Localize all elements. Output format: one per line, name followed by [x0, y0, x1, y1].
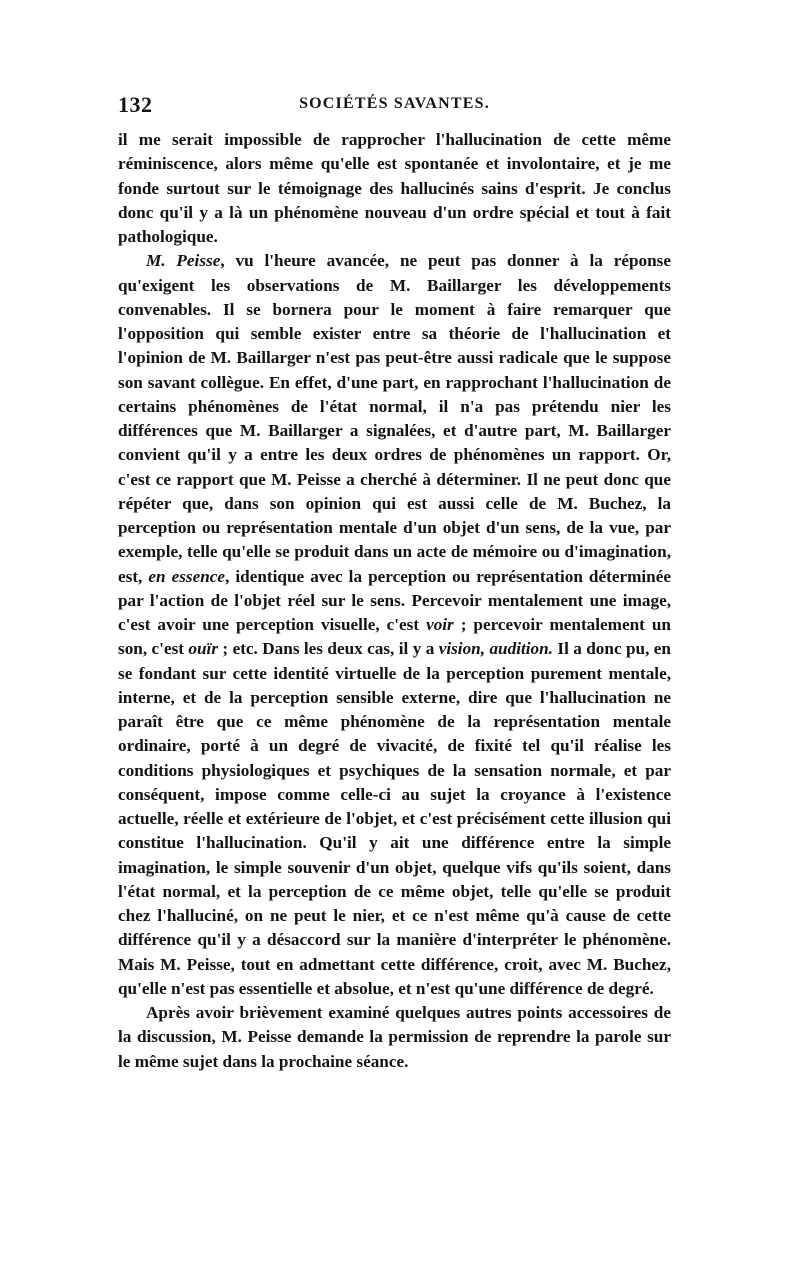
text-body — [118, 128, 671, 1074]
paragraph-1: il me serait impossible de rapprocher l'hallucination de cette même réminiscence, alors même qu'elle est spontanée et involontaire, et je me fonde surtout sur le témoignage des hallucinés sains d'esprit. Je conclus donc qu'il y a là un phénomène nouveau d'un ordre spécial et tout à fait pathologique. — [118, 130, 671, 246]
paragraph-2-text-5: Il a donc pu, en se fondant sur cette identité virtuelle de la perception purement mentale, interne, et de la perception sensible externe, dire que l'hallucination ne paraît être que ce même phénomène de la représentation mentale ordinaire, porté à un degré de vivacité, de fixité tel qu'il réalise les conditions physiologiques et psychiques de la sensation normale, et par conséquent, impose comme celle-ci au sujet la croyance à l'existence actuelle, réelle et extérieure de l'objet, et c'est précisément cette illusion qui constitue l'hallucination. Qu'il y ait une différence entre la simple imagination, le simple souvenir d'un objet, quelque vifs qu'ils soient, dans l'état normal, et la perception de ce même objet, telle qu'elle se produit chez l'halluciné, on ne peut le nier, et ce n'est même qu'à cause de cette différence qu'il y a désaccord sur la manière d'interpréter le phénomène. Mais M. Peisse, tout en admettant cette différence, croit, avec M. Buchez, qu'elle n'est pas essentielle et absolue, et n'est qu'une différence de degré. — [118, 639, 671, 998]
emphasis-voir: voir — [426, 615, 454, 634]
paragraph-2-text-2: , identique avec la perception ou représentation déterminée par l'action de l'objet réel sur le sens. Percevoir mentalement une image, c'est avoir une perception visuelle, c'est — [118, 566, 671, 634]
paragraph-2 — [118, 249, 671, 1001]
page-header — [118, 92, 671, 116]
page-number: 132 — [118, 92, 153, 117]
paragraph-2-text-1: , vu l'heure avancée, ne peut pas donner à la réponse qu'exigent les observations de M. Baillarger les développements convenables. Il se bornera pour le moment à faire remarquer que l'opposition qui semble exister entre sa théorie de l'hallucination et l'opinion de M. Baillarger n'est pas peut-être aussi radicale que le suppose son savant collègue. En effet, d'une part, en rapprochant l'hallucination de certains phénomènes de l'état normal, il n'a pas prétendu nier les différences que M. Baillarger a signalées, et d'autre part, M. Baillarger convient qu'il y a entre les deux ordres de phénomènes un rapport. Or, c'est ce rapport que M. Peisse a cherché à déterminer. Il ne peut donc que répéter que, dans son opinion qui est aussi celle de M. Buchez, la perception ou représentation mentale d'un objet d'un sens, de la vue, par exemple, telle qu'elle se produit dans un acte de mémoire ou d'imagination, est, — [118, 251, 671, 586]
emphasis-ouir: ouïr — [188, 639, 219, 659]
paragraph-2-text-3: ; percevoir mentalement un son, c'est — [118, 615, 671, 659]
speaker-name: M. Peisse — [146, 251, 221, 271]
running-title: SOCIÉTÉS SAVANTES. — [299, 95, 490, 112]
paragraph-3: Après avoir brièvement examiné quelques autres points accessoires de la discussion, M. Peisse demande la permission de reprendre la parole sur le même sujet dans la prochaine séance. — [118, 1003, 671, 1071]
paragraph-2-text-4: ; etc. Dans les deux cas, il y a — [218, 639, 439, 659]
emphasis-vision-audition: vision, audition. — [438, 639, 553, 659]
emphasis-en-essence: en essence — [148, 566, 226, 586]
